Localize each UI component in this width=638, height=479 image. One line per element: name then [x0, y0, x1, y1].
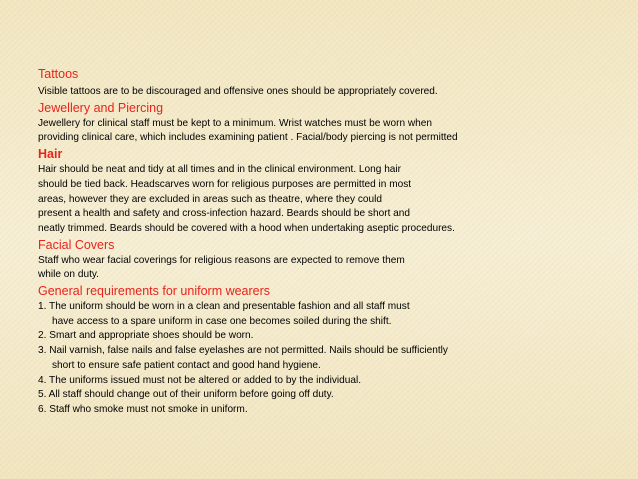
section-general-requirements: [38, 283, 618, 418]
general-line-6: 4. The uniforms issued must not be altered or added to by the individual.: [38, 374, 362, 386]
hair-line-2: should be tied back. Headscarves worn for religious purposes are permitted in most: [38, 178, 412, 190]
heading-general-requirements: General requirements for uniform wearers: [38, 284, 271, 299]
section-jewellery: [38, 100, 618, 146]
section-hair: [38, 146, 618, 237]
hair-line-4: present a health and safety and cross-infection hazard. Beards should be short and: [38, 208, 411, 220]
hair-line-3: areas, however they are excluded in areas such as theatre, where they could: [38, 193, 382, 205]
section-facial-covers: [38, 237, 618, 283]
jewellery-line-2: providing clinical care, which includes examining patient . Facial/body piercing is not permitted: [38, 132, 458, 144]
general-line-1: 1. The uniform should be worn in a clean and presentable fashion and all staff must: [38, 301, 410, 313]
heading-jewellery-piercing: Jewellery and Piercing: [38, 100, 164, 115]
general-line-8: 6. Staff who smoke must not smoke in uniform.: [38, 403, 248, 415]
heading-hair: Hair: [38, 147, 63, 162]
heading-facial-covers: Facial Covers: [38, 237, 115, 252]
general-line-2: have access to a spare uniform in case one becomes soiled during the shift.: [52, 315, 392, 327]
general-line-3: 2. Smart and appropriate shoes should be worn.: [38, 330, 254, 342]
general-line-7: 5. All staff should change out of their uniform before going off duty.: [38, 389, 334, 401]
hair-line-1: Hair should be neat and tidy at all times and in the clinical environment. Long hair: [38, 164, 402, 176]
general-line-4: 3. Nail varnish, false nails and false eyelashes are not permitted. Nails should be sufficiently: [38, 345, 448, 357]
slide-content: [38, 66, 618, 418]
hair-line-5: neatly trimmed. Beards should be covered with a hood when undertaking aseptic procedures.: [38, 222, 455, 234]
heading-tattoos: Tattoos: [38, 67, 79, 81]
tattoos-line-1: Visible tattoos are to be discouraged and offensive ones should be appropriately covered.: [38, 86, 438, 97]
general-line-5: short to ensure safe patient contact and good hand hygiene.: [52, 359, 321, 371]
facial-covers-line-2: while on duty.: [38, 269, 99, 281]
facial-covers-line-1: Staff who wear facial coverings for religious reasons are expected to remove them: [38, 254, 405, 266]
section-tattoos: [38, 66, 618, 100]
jewellery-line-1: Jewellery for clinical staff must be kept to a minimum. Wrist watches must be worn when: [38, 117, 432, 129]
